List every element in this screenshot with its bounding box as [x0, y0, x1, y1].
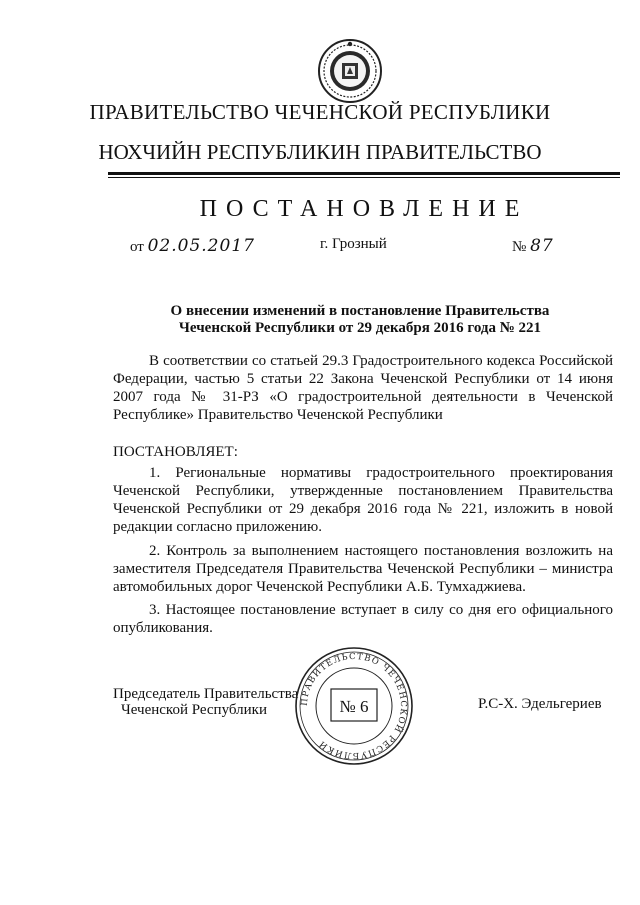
document-city: г. Грозный [320, 236, 387, 252]
government-title-chechen: НОХЧИЙН РЕСПУБЛИКИН ПРАВИТЕЛЬСТВО [98, 140, 542, 164]
intro-text: В соответствии со статьей 29.3 Градостроительного кодекса Российской Федерации, частью 5 статьи 22 Закона Чеченской Республики от 14 июня 2007 года № 31-РЗ «О градостроительной деятельности в Чеченской Республике» Правительство Чеченской Республики [113, 353, 613, 423]
item-2-text: 2. Контроль за выполнением настоящего постановления возложить на заместителя Председателя Правительства Чеченской Республики – министра автомобильных дорог Чеченской Республики А.Б. Тумхаджиева. [113, 543, 613, 595]
subject-line-1: О внесении изменений в постановление Правительства [170, 303, 550, 319]
resolves-heading: ПОСТАНОВЛЯЕТ: [113, 444, 238, 460]
government-title: ПРАВИТЕЛЬСТВО ЧЕЧЕНСКОЙ РЕСПУБЛИКИ [89, 100, 551, 124]
document-subject [150, 303, 570, 337]
item-3-text: 3. Настоящее постановление вступает в силу со дня его официального опубликования. [113, 602, 613, 636]
seal-text: ПРАВИТЕЛЬСТВО ЧЕЧЕНСКОЙ РЕСПУБЛИКИ [299, 651, 409, 761]
document-date [130, 236, 255, 256]
header-divider-thin [108, 177, 620, 178]
signer-position-line-2: Чеченской Республики [121, 702, 267, 718]
number-prefix: № [512, 239, 527, 255]
document-type: ПОСТАНОВЛЕНИЕ [199, 196, 529, 222]
official-seal-icon [293, 645, 415, 767]
document-number [512, 236, 554, 256]
intro-paragraph [113, 352, 613, 424]
date-handwritten: 02.05.2017 [147, 236, 255, 256]
header-divider-thick [108, 172, 620, 175]
number-handwritten: 87 [530, 236, 554, 256]
item-3 [113, 601, 613, 637]
item-2 [113, 542, 613, 596]
signer-position-line-1: Председатель Правительства [113, 686, 299, 702]
date-prefix: от [130, 239, 144, 255]
seal-number: № 6 [339, 697, 369, 716]
signer-position [113, 686, 298, 718]
item-1-text: 1. Региональные нормативы градостроительного проектирования Чеченской Республики, утвержденные постановлением Правительства Чеченской Республики от 29 декабря 2016 года № 221, изложить в новой редакции согласно приложению. [113, 465, 613, 535]
signer-name: Р.С-Х. Эдельгериев [478, 696, 602, 712]
republic-emblem-icon [317, 38, 383, 104]
item-1 [113, 464, 613, 536]
subject-line-2: Чеченской Республики от 29 декабря 2016 года № 221 [178, 320, 542, 336]
